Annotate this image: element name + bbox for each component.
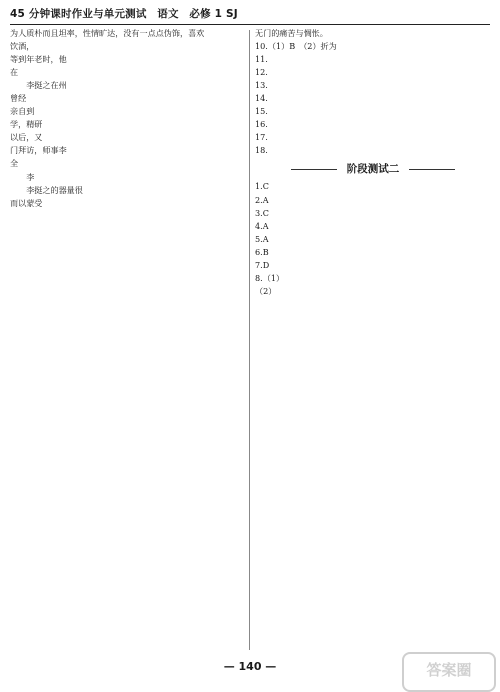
answer-item: 13.	[255, 80, 268, 91]
page-number: — 140 —	[223, 660, 277, 673]
text-line: 为人质朴而且坦率，性情旷达，没有一点点伪饰，喜欢	[10, 28, 205, 38]
text-line: 在	[10, 67, 19, 78]
text-line: 饮酒，	[10, 41, 35, 52]
watermark-logo: 答案圈	[402, 652, 496, 692]
text-line: 以后，又	[10, 132, 43, 143]
text-line: 李	[10, 171, 35, 182]
answer-item: 15.	[255, 106, 268, 117]
answer-item: 2.A	[255, 194, 269, 205]
answer-item: （2）	[255, 285, 277, 296]
text-line: 而以蒙受	[10, 197, 43, 208]
column-divider	[249, 30, 250, 650]
answer-item: 18.	[255, 145, 268, 156]
text-line: 全	[10, 158, 19, 169]
title-rule-right	[409, 169, 455, 170]
answer-item: 17.	[255, 132, 268, 143]
answer-item: 3.C	[255, 207, 269, 218]
answer-item: 1.C	[255, 181, 269, 192]
answer-item: 7.D	[255, 259, 270, 270]
answer-item: 10.（1）B （2）折为	[255, 41, 337, 52]
answer-item: 4.A	[255, 220, 269, 231]
text-line: 等到年老时，他	[10, 54, 67, 65]
title-rule-left	[291, 169, 337, 170]
answer-item: 5.A	[255, 233, 269, 244]
right-column	[255, 27, 491, 652]
left-column	[10, 27, 243, 652]
section-title-text: 阶段测试二	[346, 163, 400, 176]
text-line: 李挺之的器量很	[10, 184, 83, 195]
header-title: 45 分钟课时作业与单元测试 语文 必修 1 SJ	[10, 8, 238, 20]
answer-item: 6.B	[255, 246, 269, 257]
section-title	[255, 162, 491, 176]
answer-item: 8.（1）	[255, 272, 285, 283]
text-line: 李挺之在州	[10, 80, 67, 91]
text-line	[10, 210, 243, 223]
text-line: 亲自到	[10, 106, 35, 117]
text-line: 学，精研	[10, 119, 43, 130]
page-header	[10, 6, 490, 25]
answer-item: 16.	[255, 119, 268, 130]
text-line: 曾经	[10, 93, 27, 104]
answer-item: 无门的痛苦与惆怅。	[255, 28, 328, 38]
text-line: 门拜访，师事李	[10, 145, 67, 156]
answer-item: 14.	[255, 93, 268, 104]
answer-item: 12.	[255, 67, 268, 78]
answer-item: 11.	[255, 54, 268, 65]
